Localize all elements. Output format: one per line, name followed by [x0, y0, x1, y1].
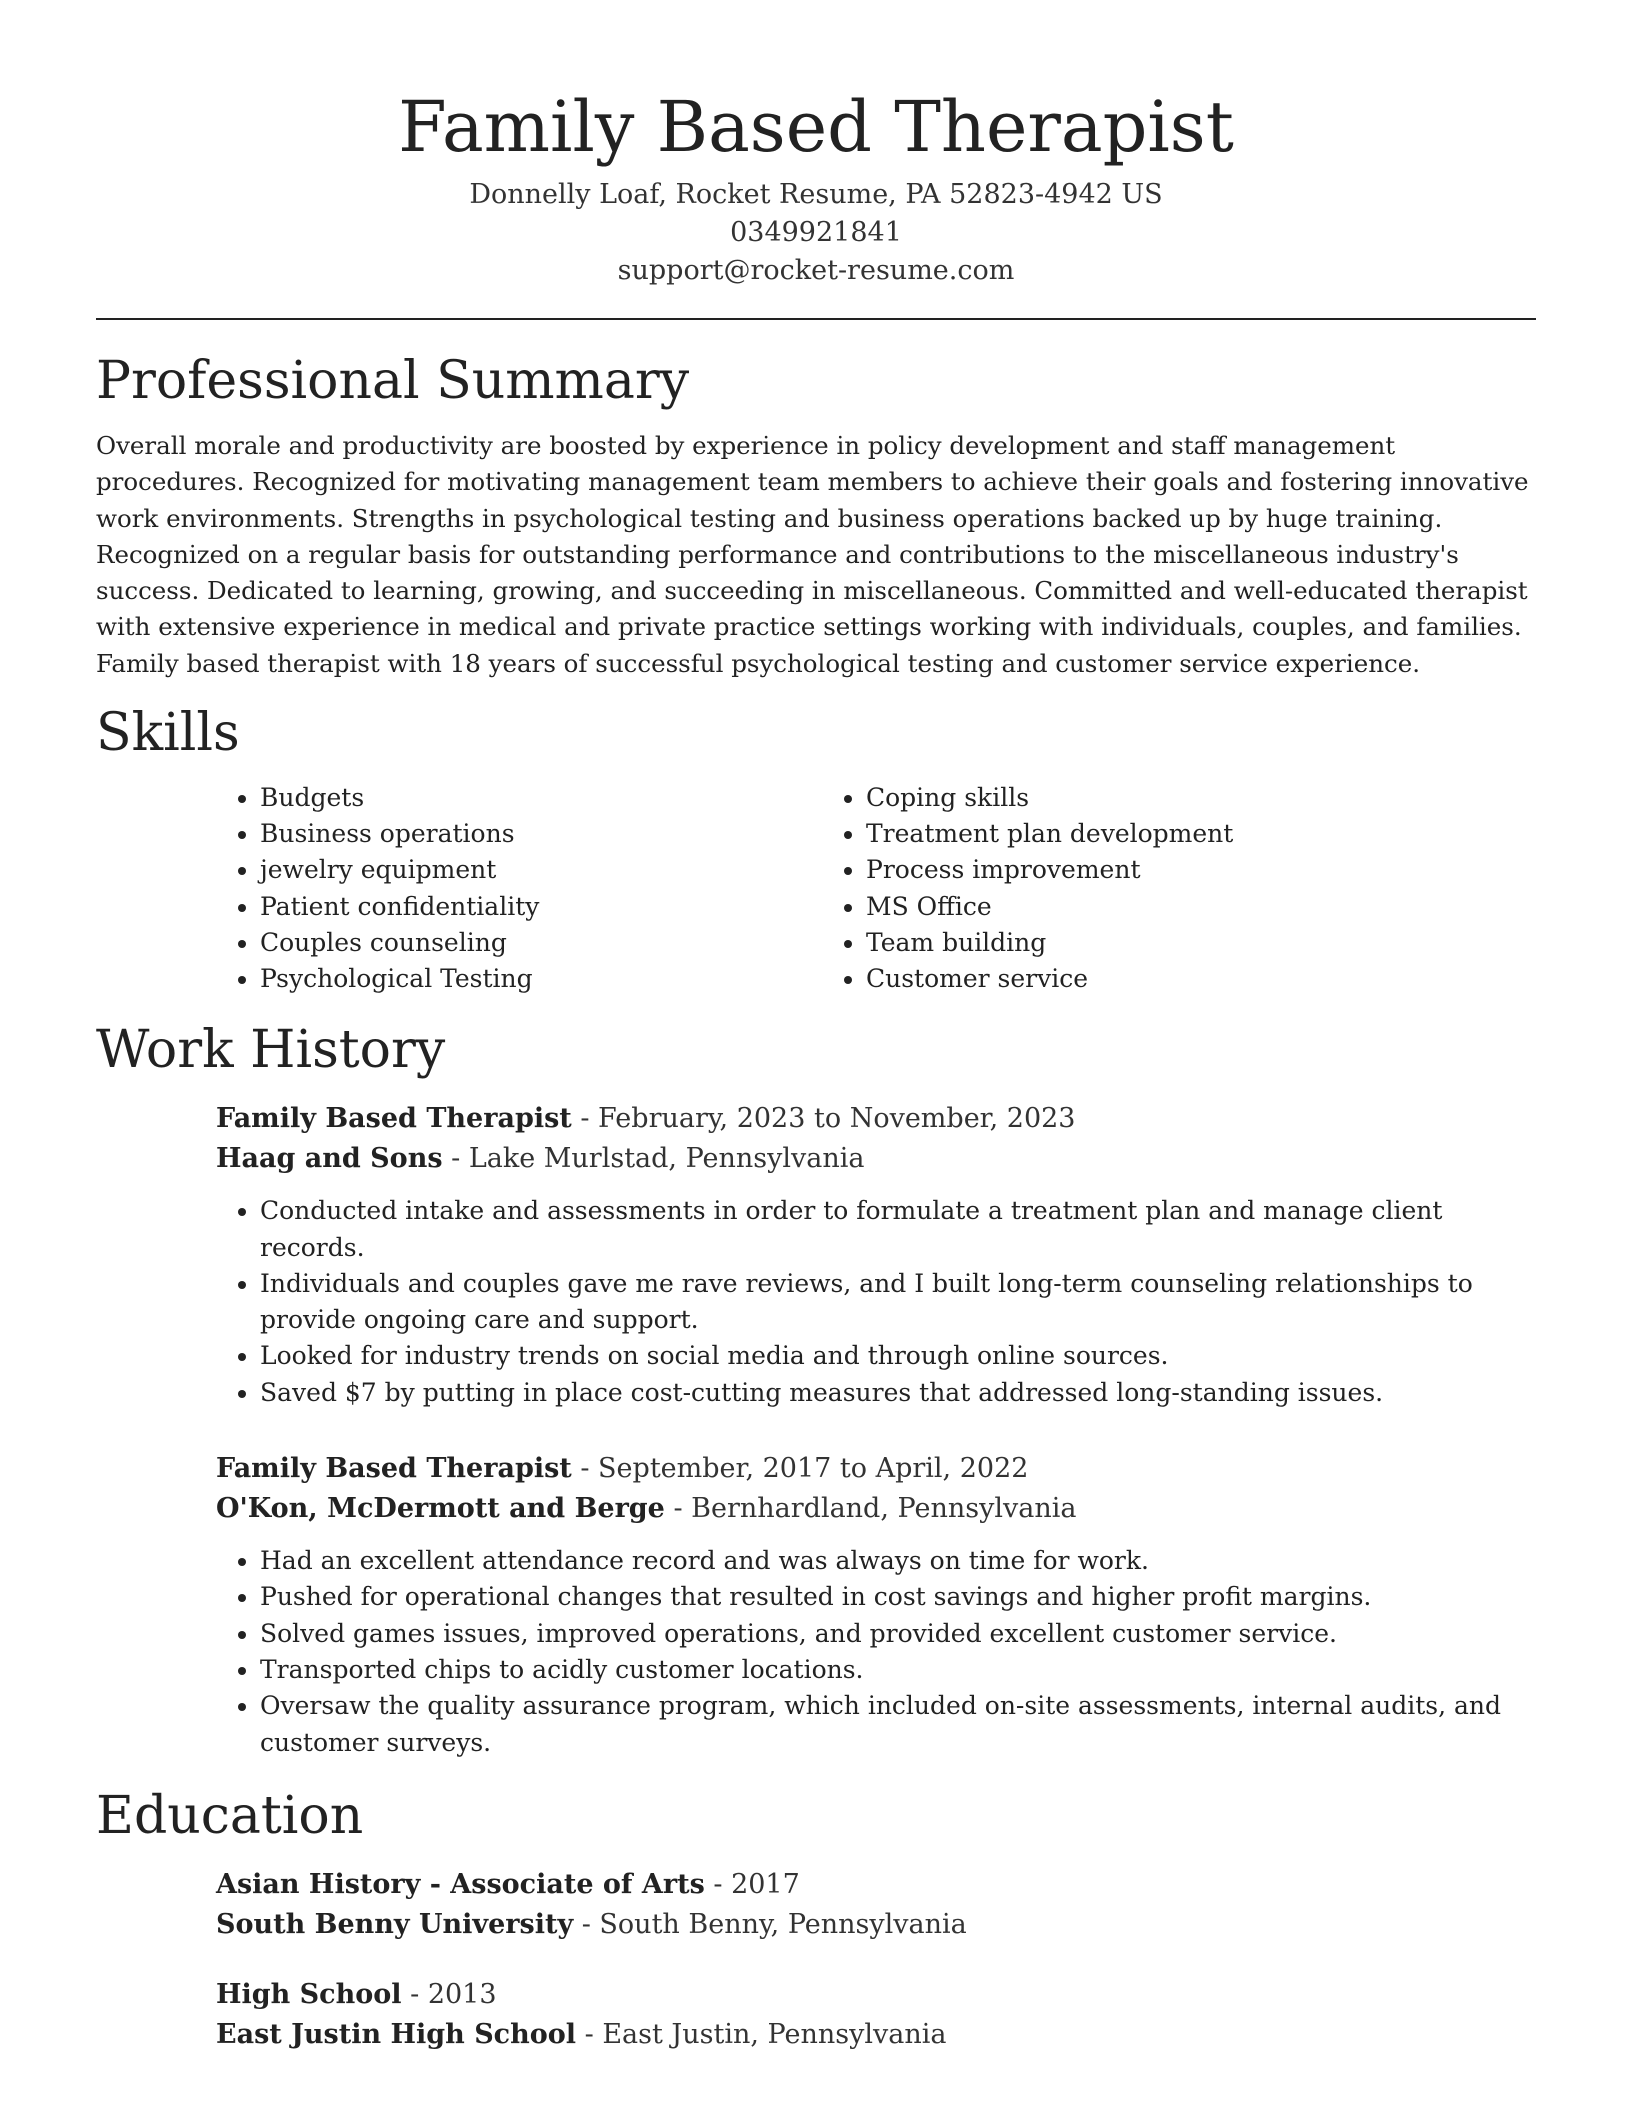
summary-text: Overall morale and productivity are boosted by experience in policy development and staff management procedures. Recognized for motivating management team members to achieve their goals and fostering innovative work environments. Strengths in psychological testing and business operations backed up by huge training. Recognized on a regular basis for outstanding performance and contributions to the miscellaneous industry's success. Dedicated to learning, growing, and succeeding in miscellaneous. Committed and well-educated therapist with extensive experience in medical and private practice settings working with individuals, couples, and families. Family based therapist with 18 years of successful psychological testing and customer service experience. [96, 431, 1529, 678]
contact-phone: 0349921841 [730, 217, 902, 248]
job-bullet: • Oversaw the quality assurance program, which included on-site assessments, internal audits, and customer surveys. [260, 1688, 1536, 1761]
education-year: - 2013 [401, 1978, 497, 2010]
job-bullets [216, 1193, 1536, 1411]
job-company-line [216, 1489, 1536, 1529]
contact-address: Donnelly Loaf, Rocket Resume, PA 52823-4942 US [469, 179, 1163, 210]
skills-column-left [216, 780, 822, 997]
job-bullet: • Individuals and couples gave me rave reviews, and I built long-term counseling relationships to provide ongoing care and support. [260, 1266, 1536, 1339]
job-role: Family Based Therapist [216, 1453, 572, 1485]
job-dates: - September, 2017 to April, 2022 [571, 1453, 1029, 1485]
skills-column-right [822, 780, 1428, 997]
resume-page [96, 0, 1536, 2055]
education-degree: Asian History - Associate of Arts [216, 1868, 705, 1900]
education-section [96, 1783, 1536, 2055]
education-entry [216, 1975, 1536, 2055]
skill-item: • Customer service [866, 961, 1428, 997]
job-bullet: • Solved games issues, improved operations, and provided excellent customer service. [260, 1616, 1536, 1652]
skill-item: • Couples counseling [260, 925, 822, 961]
education-location: - South Benny, Pennsylvania [573, 1908, 967, 1940]
skill-item: • Coping skills [866, 780, 1428, 816]
summary-heading: Professional Summary [96, 351, 690, 411]
skill-item: • Business operations [260, 816, 822, 852]
skill-item: • Patient confidentiality [260, 889, 822, 925]
skill-item: • Treatment plan development [866, 816, 1428, 852]
job-company: Haag and Sons [216, 1143, 443, 1175]
job-title-line [216, 1099, 1536, 1139]
education-school: East Justin High School [216, 2018, 577, 2050]
skill-item: • Psychological Testing [260, 961, 822, 997]
skills-grid [216, 780, 1536, 997]
job-company: O'Kon, McDermott and Berge [216, 1493, 665, 1525]
job-role: Family Based Therapist [216, 1103, 572, 1135]
header-divider [96, 318, 1536, 320]
summary-section [96, 348, 1536, 682]
education-school: South Benny University [216, 1908, 574, 1940]
work-history-section [96, 1017, 1536, 1761]
work-history-heading: Work History [96, 1020, 446, 1081]
education-degree: High School [216, 1978, 402, 2010]
contact-email: support@rocket-resume.com [617, 255, 1015, 286]
job-company-line [216, 1139, 1536, 1179]
skill-item: • MS Office [866, 889, 1428, 925]
job-bullet: • Looked for industry trends on social media and through online sources. [260, 1338, 1536, 1374]
job-bullets [216, 1543, 1536, 1761]
job-bullet: • Transported chips to acidly customer locations. [260, 1652, 1536, 1688]
job-title-line [216, 1449, 1536, 1489]
skill-item: • Team building [866, 925, 1428, 961]
skill-item: • jewelry equipment [260, 852, 822, 888]
job-bullet: • Saved $7 by putting in place cost-cutting measures that addressed long-standing issues. [260, 1375, 1536, 1411]
education-location: - East Justin, Pennsylvania [576, 2018, 947, 2050]
contact-info [96, 176, 1536, 290]
education-entry [216, 1865, 1536, 1945]
job-dates: - February, 2023 to November, 2023 [571, 1103, 1076, 1135]
job-location: - Bernhardland, Pennsylvania [664, 1493, 1077, 1525]
skill-item: • Budgets [260, 780, 822, 816]
skills-section [96, 700, 1536, 997]
job-bullet: • Pushed for operational changes that resulted in cost savings and higher profit margins. [260, 1579, 1536, 1615]
job-bullet: • Had an excellent attendance record and was always on time for work. [260, 1543, 1536, 1579]
job-entry [216, 1099, 1536, 1411]
education-school-line [216, 2015, 1536, 2055]
resume-header [96, 0, 1536, 320]
education-school-line [216, 1905, 1536, 1945]
skill-item: • Process improvement [866, 852, 1428, 888]
education-year: - 2017 [704, 1868, 800, 1900]
job-entry [216, 1449, 1536, 1761]
job-location: - Lake Murlstad, Pennsylvania [442, 1143, 865, 1175]
job-bullet: • Conducted intake and assessments in order to formulate a treatment plan and manage client records. [260, 1193, 1536, 1266]
education-degree-line [216, 1975, 1536, 2015]
education-heading: Education [96, 1785, 364, 1846]
candidate-title: Family Based Therapist [398, 86, 1234, 168]
education-degree-line [216, 1865, 1536, 1905]
skills-heading: Skills [96, 703, 240, 764]
